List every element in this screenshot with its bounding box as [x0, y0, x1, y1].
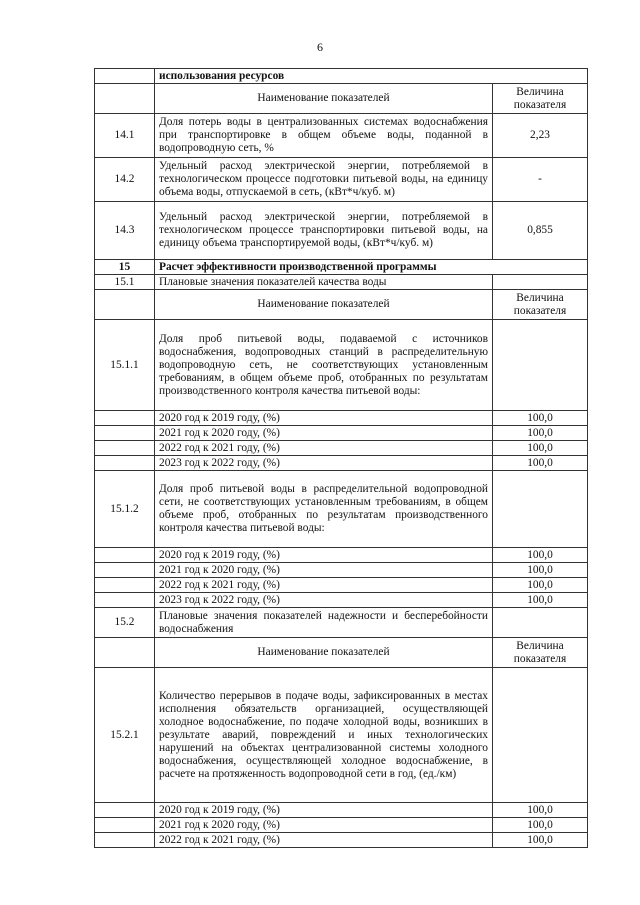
number-cell — [95, 833, 155, 848]
year-row — [95, 578, 588, 593]
year-label: 2020 год к 2019 году, (%) — [155, 411, 493, 426]
number-cell — [95, 578, 155, 593]
number-cell — [95, 441, 155, 456]
row-number: 15.2.1 — [95, 668, 155, 803]
year-row — [95, 593, 588, 608]
number-cell — [95, 803, 155, 818]
indicators-table — [94, 68, 588, 848]
row-value — [493, 608, 588, 638]
year-row — [95, 441, 588, 456]
year-label: 2021 год к 2020 году, (%) — [155, 818, 493, 833]
number-cell — [95, 818, 155, 833]
year-label: 2022 год к 2021 году, (%) — [155, 578, 493, 593]
row-text: Удельный расход электрической энергии, потребляемой в технологическом процессе транспортировки питьевой воды, на единицу объема транспортируемой воды, (кВт*ч/куб. м) — [155, 202, 493, 260]
year-value: 100,0 — [493, 818, 588, 833]
row-text: Плановые значения показателей качества воды — [155, 275, 493, 290]
year-label: 2022 год к 2021 году, (%) — [155, 441, 493, 456]
row-number: 15.1.1 — [95, 320, 155, 411]
header-value: Величина показателя — [493, 290, 588, 320]
table-row — [95, 608, 588, 638]
year-value: 100,0 — [493, 593, 588, 608]
table-row — [95, 202, 588, 260]
year-row — [95, 426, 588, 441]
year-value: 100,0 — [493, 563, 588, 578]
year-label: 2020 год к 2019 году, (%) — [155, 803, 493, 818]
year-row — [95, 803, 588, 818]
table-header-row — [95, 638, 588, 668]
year-label: 2022 год к 2021 году, (%) — [155, 833, 493, 848]
year-value: 100,0 — [493, 456, 588, 471]
header-value: Величина показателя — [493, 638, 588, 668]
row-value — [493, 668, 588, 803]
table-row — [95, 275, 588, 290]
header-name: Наименование показателей — [155, 290, 493, 320]
header-name: Наименование показателей — [155, 638, 493, 668]
year-label: 2021 год к 2020 году, (%) — [155, 426, 493, 441]
year-label: 2021 год к 2020 году, (%) — [155, 563, 493, 578]
year-row — [95, 833, 588, 848]
row-number: 15.2 — [95, 608, 155, 638]
number-cell — [95, 84, 155, 114]
table-header-row — [95, 290, 588, 320]
number-cell — [95, 411, 155, 426]
section-row — [95, 260, 588, 275]
year-row — [95, 456, 588, 471]
row-text: Доля проб питьевой воды, подаваемой с источников водоснабжения, водопроводных станций в распределительную водопроводную сеть, не соответствующих установленным требованиям, в общем объеме проб, отобранных по результатам производственного контроля качества питьевой воды: — [155, 320, 493, 411]
row-text: Количество перерывов в подаче воды, зафиксированных в местах исполнения обязательств организацией, осуществляющей холодное водоснабжение, по подаче холодной воды, возникших в результате аварий, повреждений и иных технологических нарушений на объектах централизованной системы холодного водоснабжения, осуществляющей холодное водоснабжение, в расчете на протяженность водопроводной сети в год, (ед./км) — [155, 668, 493, 803]
year-value: 100,0 — [493, 803, 588, 818]
row-value — [493, 471, 588, 548]
year-row — [95, 818, 588, 833]
page-number: 6 — [317, 40, 323, 54]
header-value: Величина показателя — [493, 84, 588, 114]
number-cell — [95, 563, 155, 578]
table-row — [95, 668, 588, 803]
number-cell — [95, 69, 155, 84]
number-cell — [95, 638, 155, 668]
row-text: Доля потерь воды в централизованных системах водоснабжения при транспортировке в общем объеме воды, поданной в водопроводную сеть, % — [155, 114, 493, 158]
continuation-title: использования ресурсов — [155, 69, 588, 84]
year-value: 100,0 — [493, 578, 588, 593]
row-number: 14.3 — [95, 202, 155, 260]
section-title: Расчет эффективности производственной программы — [155, 260, 588, 275]
year-row — [95, 563, 588, 578]
year-value: 100,0 — [493, 548, 588, 563]
year-value: 100,0 — [493, 441, 588, 456]
year-label: 2023 год к 2022 году, (%) — [155, 593, 493, 608]
year-row — [95, 411, 588, 426]
year-value: 100,0 — [493, 426, 588, 441]
row-number: 15.1 — [95, 275, 155, 290]
row-number: 14.2 — [95, 158, 155, 202]
year-value: 100,0 — [493, 833, 588, 848]
table-row — [95, 320, 588, 411]
table-row — [95, 158, 588, 202]
year-label: 2023 год к 2022 году, (%) — [155, 456, 493, 471]
row-value: - — [493, 158, 588, 202]
row-value — [493, 275, 588, 290]
table-row — [95, 69, 588, 84]
number-cell — [95, 426, 155, 441]
year-label: 2020 год к 2019 году, (%) — [155, 548, 493, 563]
section-number: 15 — [95, 260, 155, 275]
row-text: Доля проб питьевой воды в распределительной водопроводной сети, не соответствующих установленным требованиям, в общем объеме проб, отобранных по результатам производственного контроля качества питьевой воды: — [155, 471, 493, 548]
year-row — [95, 548, 588, 563]
row-value: 0,855 — [493, 202, 588, 260]
number-cell — [95, 548, 155, 563]
row-number: 14.1 — [95, 114, 155, 158]
row-text: Удельный расход электрической энергии, потребляемой в технологическом процессе подготовки питьевой воды, на единицу объема воды, отпускаемой в сеть, (кВт*ч/куб. м) — [155, 158, 493, 202]
table-header-row — [95, 84, 588, 114]
number-cell — [95, 593, 155, 608]
row-text: Плановые значения показателей надежности и бесперебойности водоснабжения — [155, 608, 493, 638]
table-row — [95, 471, 588, 548]
row-number: 15.1.2 — [95, 471, 155, 548]
table-row — [95, 114, 588, 158]
number-cell — [95, 290, 155, 320]
year-value: 100,0 — [493, 411, 588, 426]
header-name: Наименование показателей — [155, 84, 493, 114]
row-value: 2,23 — [493, 114, 588, 158]
number-cell — [95, 456, 155, 471]
row-value — [493, 320, 588, 411]
